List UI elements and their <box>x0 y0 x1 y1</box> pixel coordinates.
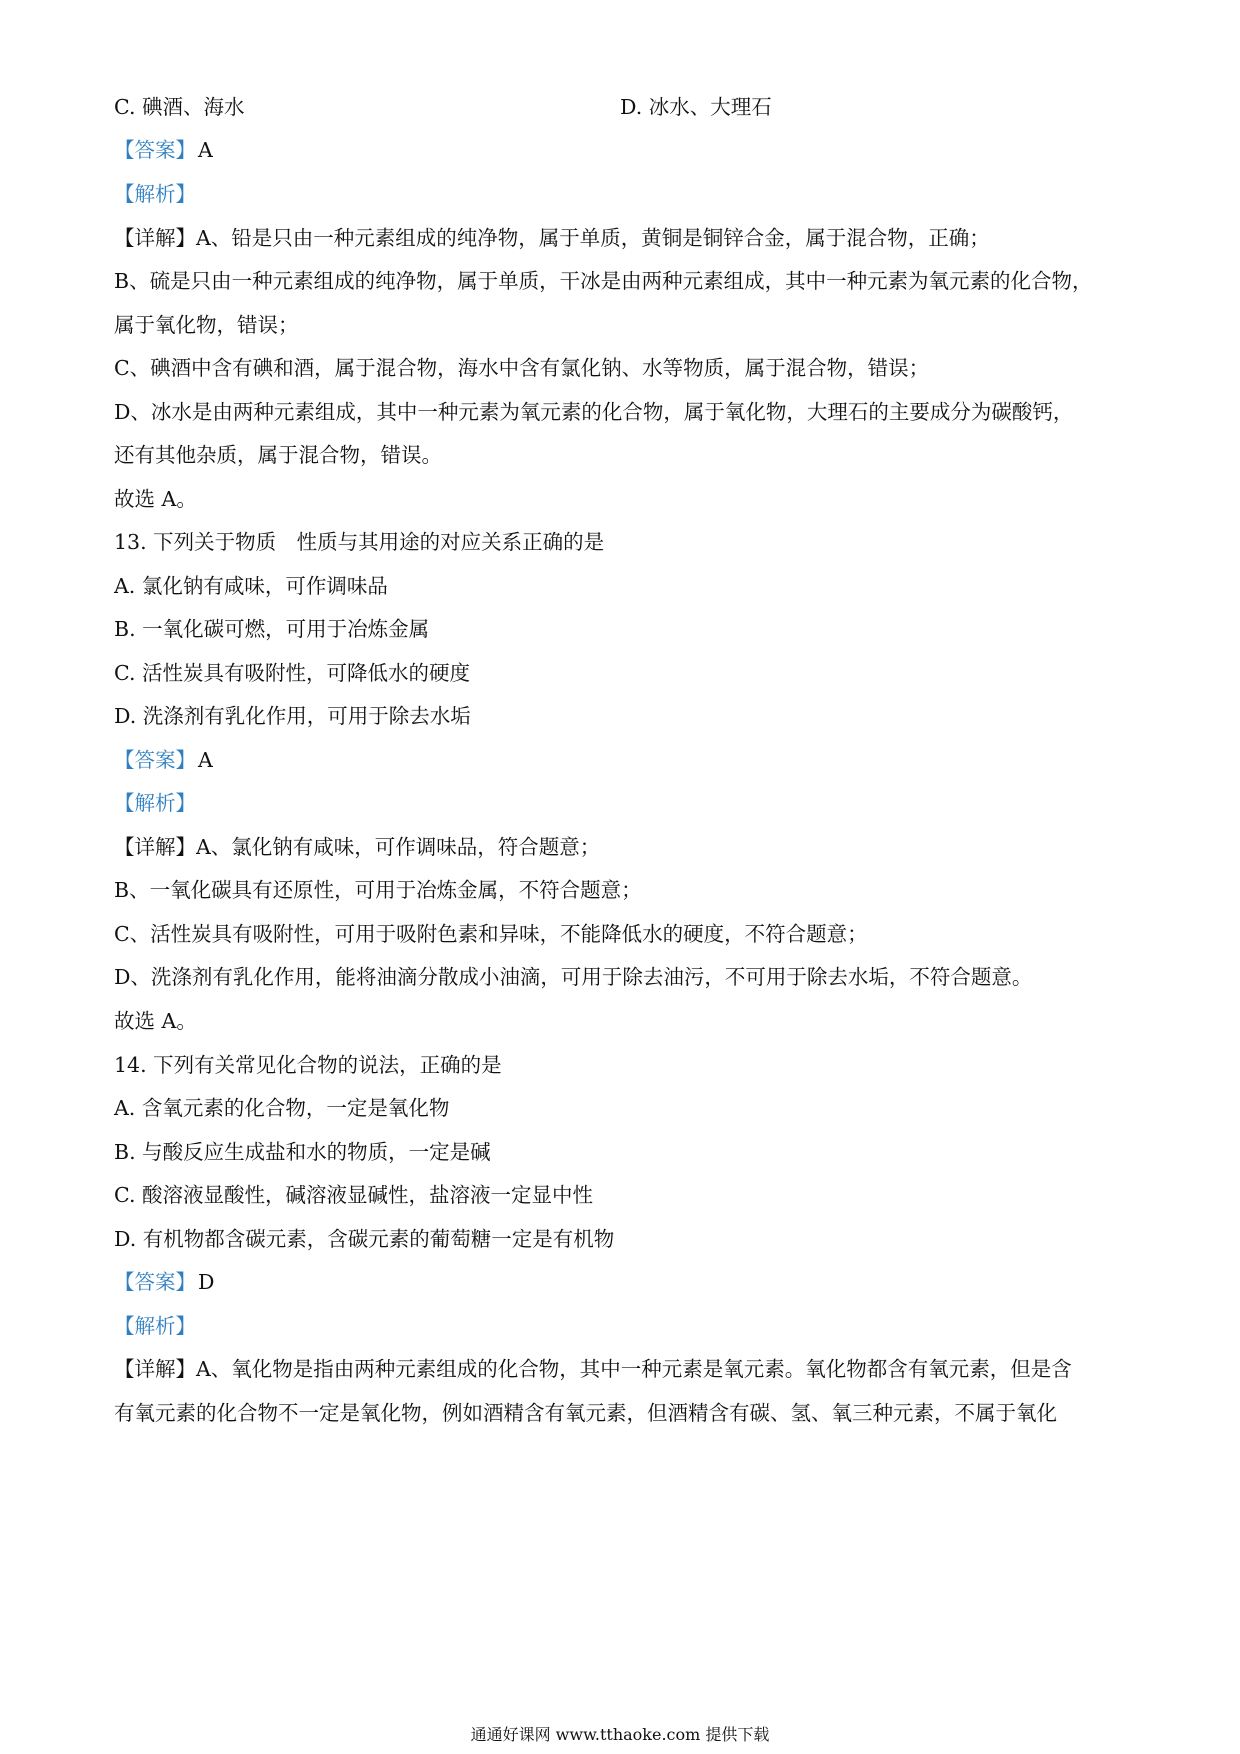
answer-tag: 【答案】 <box>114 748 196 772</box>
analysis-tag: 【解析】 <box>114 182 196 206</box>
answer-value: D <box>198 1270 215 1294</box>
answer-value: A <box>198 138 213 162</box>
q12-analysis-line <box>114 180 196 208</box>
q13-option-c: C. 活性炭具有吸附性，可降低水的硬度 <box>114 661 470 685</box>
q13-option-d: D. 洗涤剂有乳化作用，可用于除去水垢 <box>114 704 471 728</box>
q12-detail-b-2: 属于氧化物，错误； <box>114 313 299 337</box>
q13-detail-b: B、一氧化碳具有还原性，可用于冶炼金属，不符合题意； <box>114 878 642 902</box>
detail-tag: 【详解】 <box>114 835 196 859</box>
q13-detail-c: C、活性炭具有吸附性，可用于吸附色素和异味，不能降低水的硬度，不符合题意； <box>114 922 868 946</box>
q14-option-d: D. 有机物都含碳元素，含碳元素的葡萄糖一定是有机物 <box>114 1227 615 1251</box>
q13-option-b: B. 一氧化碳可燃，可用于冶炼金属 <box>114 617 430 641</box>
q12-detail-c: C、碘酒中含有碘和酒，属于混合物，海水中含有氯化钠、水等物质，属于混合物，错误； <box>114 356 930 380</box>
q13-analysis-line <box>114 789 196 817</box>
answer-tag: 【答案】 <box>114 138 196 162</box>
q12-option-d: D. 冰水、大理石 <box>620 95 772 119</box>
q12-answer-line <box>114 136 213 164</box>
q12-option-c: C. 碘酒、海水 <box>114 95 245 119</box>
q14-option-c: C. 酸溶液显酸性，碱溶液显碱性，盐溶液一定显中性 <box>114 1183 593 1207</box>
q13-stem: 13. 下列关于物质 性质与其用途的对应关系正确的是 <box>114 530 605 554</box>
q13-answer-line <box>114 746 213 774</box>
q13-option-a: A. 氯化钠有咸味，可作调味品 <box>114 574 388 598</box>
q13-conclusion: 故选 A。 <box>114 1009 197 1033</box>
detail-tag: 【详解】 <box>114 226 196 250</box>
answer-tag: 【答案】 <box>114 1270 196 1294</box>
page-footer: 通通好课网 www.tthaoke.com 提供下载 <box>470 1725 770 1744</box>
q12-detail-a: 【详解】A、铅是只由一种元素组成的纯净物，属于单质，黄铜是铜锌合金，属于混合物，正确； <box>114 226 990 250</box>
q14-analysis-line <box>114 1312 196 1340</box>
analysis-tag: 【解析】 <box>114 791 196 815</box>
q12-detail-d-1: D、冰水是由两种元素组成，其中一种元素为氧元素的化合物，属于氧化物，大理石的主要成分为碳酸钙， <box>114 400 1074 424</box>
q12-conclusion: 故选 A。 <box>114 487 197 511</box>
q14-option-b: B. 与酸反应生成盐和水的物质，一定是碱 <box>114 1140 491 1164</box>
q14-option-a: A. 含氧元素的化合物，一定是氧化物 <box>114 1096 450 1120</box>
q14-detail-a-1: 【详解】A、氧化物是指由两种元素组成的化合物，其中一种元素是氧元素。氧化物都含有氧元素，但是含 <box>114 1357 1072 1381</box>
q14-answer-line <box>114 1268 214 1296</box>
q12-detail-d-2: 还有其他杂质，属于混合物，错误。 <box>114 443 442 467</box>
q12-detail-b-1: B、硫是只由一种元素组成的纯净物，属于单质，干冰是由两种元素组成，其中一种元素为氧元素的化合物， <box>114 269 1093 293</box>
analysis-tag: 【解析】 <box>114 1314 196 1338</box>
q13-detail-d: D、洗涤剂有乳化作用，能将油滴分散成小油滴，可用于除去油污，不可用于除去水垢，不符合题意。 <box>114 965 1033 989</box>
detail-tag: 【详解】 <box>114 1357 196 1381</box>
q13-detail-a: 【详解】A、氯化钠有咸味，可作调味品，符合题意； <box>114 835 601 859</box>
answer-value: A <box>198 748 213 772</box>
q14-detail-a-2: 有氧元素的化合物不一定是氧化物，例如酒精含有氧元素，但酒精含有碳、氢、氧三种元素，不属于氧化 <box>114 1401 1057 1425</box>
q14-stem: 14. 下列有关常见化合物的说法，正确的是 <box>114 1053 502 1077</box>
